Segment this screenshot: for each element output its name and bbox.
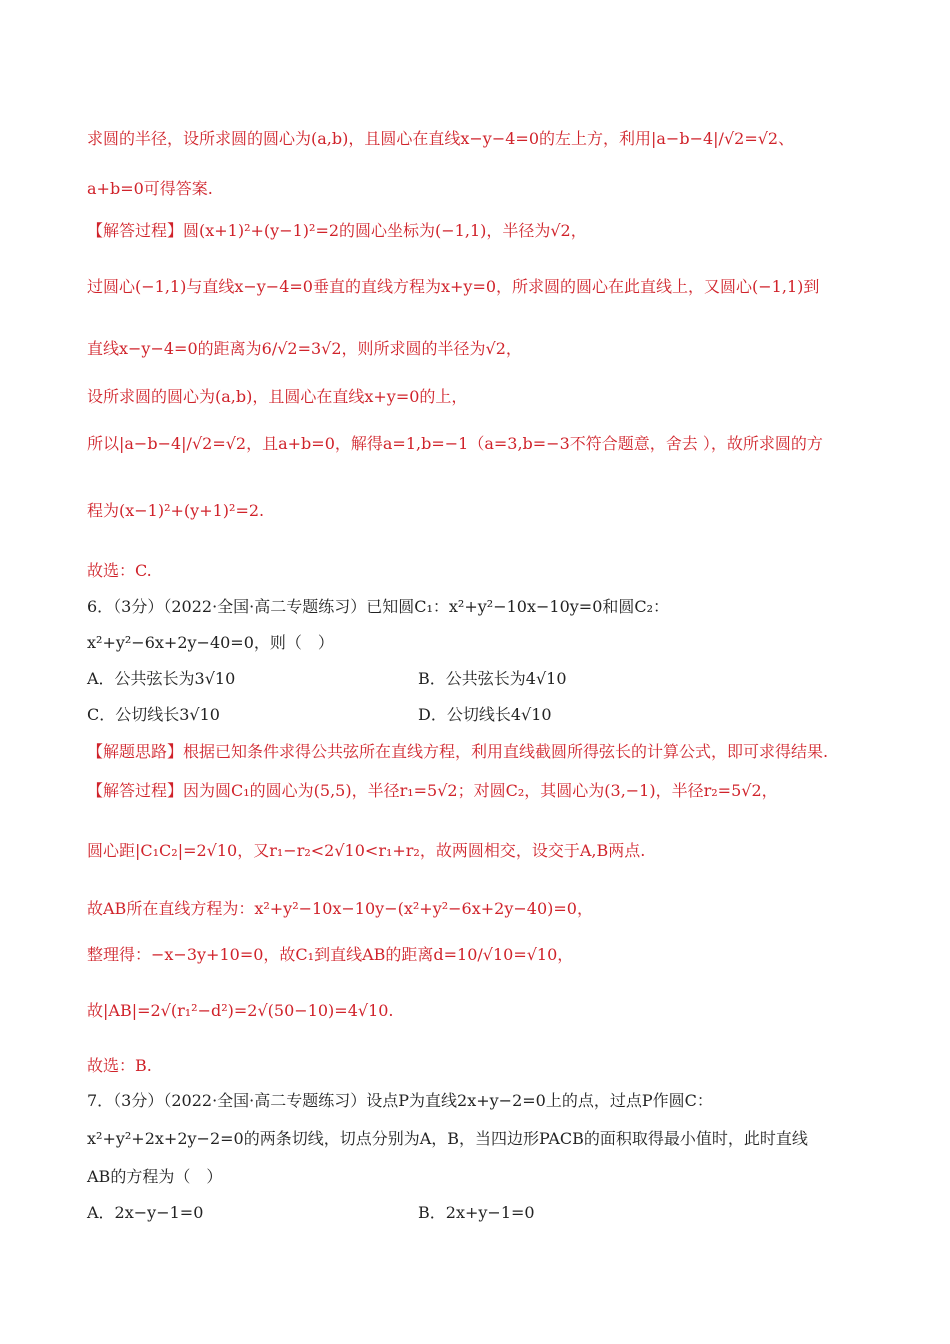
- question-6-option-d: D．公切线长4√10: [418, 705, 552, 724]
- solution-text-line: 故|AB|=2√(r₁²−d²)=2√(50−10)=4√10.: [87, 1001, 394, 1020]
- question-6-option-c: C．公切线长3√10: [87, 705, 220, 724]
- question-6-stem: x²+y²−6x+2y−40=0，则（ ）: [87, 633, 334, 652]
- question-7-stem: AB的方程为（ ）: [87, 1167, 223, 1186]
- solution-text-line: a+b=0可得答案.: [87, 179, 213, 198]
- question-6-stem: 6．（3分）（2022·全国·高二专题练习）已知圆C₁：x²+y²−10x−10y=0和圆C₂：: [87, 597, 670, 616]
- solution-process-line: 【解答过程】圆(x+1)²+(y−1)²=2的圆心坐标为(−1,1)，半径为√2，: [87, 221, 587, 240]
- question-7-option-b: B．2x+y−1=0: [418, 1203, 535, 1222]
- solution-text-line: 过圆心(−1,1)与直线x−y−4=0垂直的直线方程为x+y=0，所求圆的圆心在此直线上，又圆心(−1,1)到: [87, 277, 820, 296]
- solution-idea-line: 【解题思路】根据已知条件求得公共弦所在直线方程，利用直线截圆所得弦长的计算公式，即可求得结果.: [87, 742, 829, 761]
- solution-process-line: 【解答过程】因为圆C₁的圆心为(5,5)，半径r₁=5√2；对圆C₂，其圆心为(3,−1)，半径r₂=5√2，: [87, 781, 778, 800]
- solution-text-line: 故AB所在直线方程为：x²+y²−10x−10y−(x²+y²−6x+2y−40)=0，: [87, 899, 593, 918]
- solution-text-line: 求圆的半径，设所求圆的圆心为(a,b)，且圆心在直线x−y−4=0的左上方，利用|a−b−4|/√2=√2、: [87, 129, 795, 148]
- question-7-option-a: A．2x−y−1=0: [87, 1203, 204, 1222]
- solution-text-line: 整理得：−x−3y+10=0，故C₁到直线AB的距离d=10/√10=√10，: [87, 945, 574, 964]
- solution-text-line: 所以|a−b−4|/√2=√2，且a+b=0，解得a=1,b=−1（a=3,b=−3不符合题意，舍去 ），故所求圆的方: [87, 434, 823, 453]
- answer-line: 故选：C.: [87, 561, 152, 580]
- question-7-stem: 7．（3分）（2022·全国·高二专题练习）设点P为直线2x+y−2=0上的点，过点P作圆C：: [87, 1091, 713, 1110]
- solution-text-line: 圆心距|C₁C₂|=2√10，又r₁−r₂<2√10<r₁+r₂，故两圆相交，设交于A,B两点.: [87, 841, 646, 860]
- solution-text-line: 设所求圆的圆心为(a,b)，且圆心在直线x+y=0的上，: [87, 387, 468, 406]
- solution-text-line: 直线x−y−4=0的距离为6/√2=3√2，则所求圆的半径为√2，: [87, 339, 522, 358]
- answer-line: 故选：B.: [87, 1056, 152, 1075]
- question-6-option-b: B．公共弦长为4√10: [418, 669, 567, 688]
- question-6-option-a: A．公共弦长为3√10: [87, 669, 236, 688]
- solution-text-line: 程为(x−1)²+(y+1)²=2.: [87, 501, 265, 520]
- question-7-stem: x²+y²+2x+2y−2=0的两条切线，切点分别为A，B，当四边形PACB的面积取得最小值时，此时直线: [87, 1129, 808, 1148]
